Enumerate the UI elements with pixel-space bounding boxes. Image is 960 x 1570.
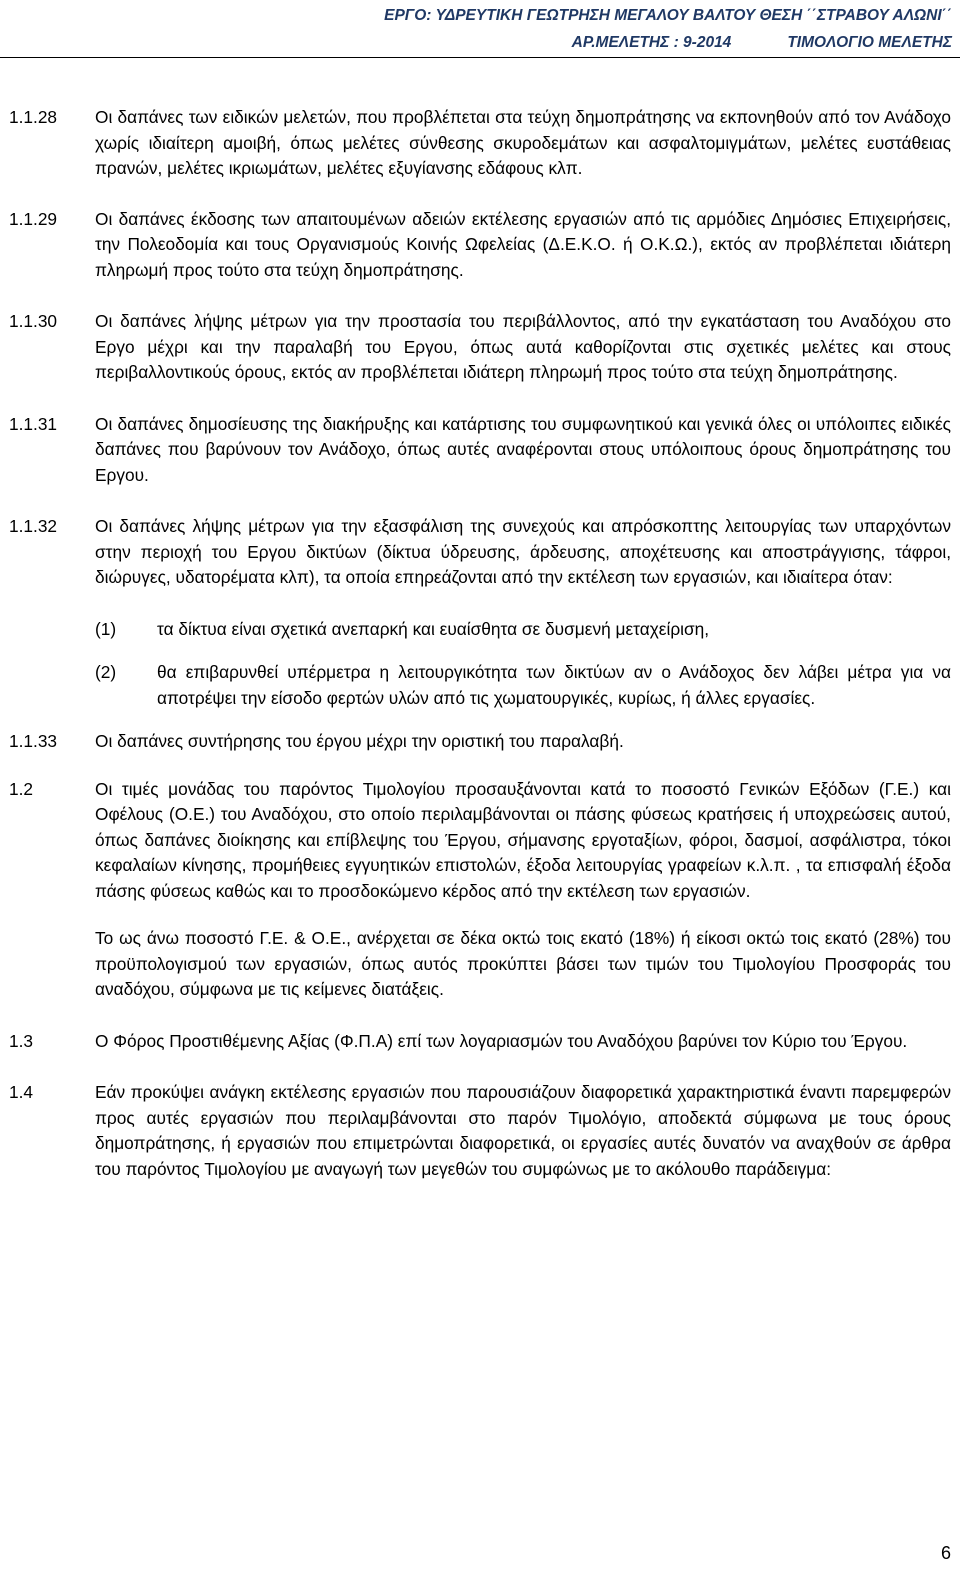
clause-1-2 [9, 777, 951, 905]
clause-number: 1.1.28 [9, 107, 58, 127]
header-line-2 [384, 29, 952, 56]
clause-number: 1.3 [9, 1030, 34, 1051]
clause-1-1-33 [9, 729, 951, 755]
clause-1-1-30 [9, 309, 951, 386]
document-body [9, 105, 951, 1182]
project-title: ΕΡΓΟ: ΥΔΡΕΥΤΙΚΗ ΓΕΩΤΡΗΣΗ ΜΕΓΑΛΟΥ ΒΑΛΤΟΥ ΘΕΣΗ ΄΄ΣΤΡΑΒΟΥ ΑΛΩΝΙ΄΄ [384, 7, 952, 24]
clause-text: Οι δαπάνες έκδοσης των απαιτουμένων αδειών εκτέλεσης εργασιών από τις αρμόδιες Δημόσιες Επιχειρήσεις, την Πολεοδομία και τους Οργανισμούς Κοινής Ωφελείας (Δ.Ε.Κ.Ο. ή Ο.Κ.Ω.), εκτός αν προβλέπεται ιδιάτερη πληρωμή προς τούτο στα τεύχη δημοπράτησης. [95, 208, 951, 280]
header-divider [0, 57, 960, 58]
clause-text: Οι δαπάνες συντήρησης του έργου μέχρι την οριστική του παραλαβή. [95, 731, 624, 751]
clause-1-2-continuation [9, 926, 951, 1003]
clause-number: 1.1.33 [9, 731, 58, 751]
clause-text: Οι δαπάνες λήψης μέτρων για την προστασία του περιβάλλοντος, από την εγκατάσταση του Αναδόχου στο Εργο μέχρι και την παραλαβή του Εργου, όπως αυτά καθορίζονται στις σχετικές μελέτες και στους περιβαλλοντικούς όρους, εκτός αν προβλέπεται ιδιάτερη πληρωμή προς τούτο στα τεύχη δημοπράτησης. [95, 311, 951, 382]
page-header [384, 2, 952, 56]
clause-text: Οι δαπάνες λήψης μέτρων για την εξασφάλιση της συνεχούς και απρόσκοπτης λειτουργίας των υπαρχόντων στην περιοχή του Εργου δικτύων (δίκτυα ύδρευσης, άρδευσης, αποχέτευσης και αποστράγγισης, τάφροι, διώρυγες, υδατορέματα κλπ), τα οποία επηρεάζονται από την εκτέλεση των εργασιών, και ιδιαίτερα όταν: [95, 516, 951, 587]
page-number: 6 [940, 1543, 951, 1563]
clause-text: Εάν προκύψει ανάγκη εκτέλεσης εργασιών που παρουσιάζουν διαφορετικά χαρακτηριστικά έναντι παρεμφερών προς αυτές εργασιών που περιλαμβάνονται στο παρόν Τιμολόγιο, αποδεκτά σύμφωνα με τους όρους δημοπράτησης, ή εργασιών που επιμετρώνται διαφορετικά, οι εργασίες αυτές δυνατόν να αναχθούν σε άρθρα του παρόντος Τιμολογίου με αναγωγή των μεγεθών του συμφώνως με το ακόλουθο παράδειγμα: [95, 1082, 951, 1179]
subclause-number: (1) [95, 618, 117, 639]
clause-text: Οι τιμές μονάδας του παρόντος Τιμολογίου προσαυξάνονται κατά το ποσοστό Γενικών Εξόδων (Γ.Ε.) και Οφέλους (Ο.Ε.) του Αναδόχου, στο οποίο περιλαμβάνονται οι πάσης φύσεως κρατήσεις ή υποχρεώσεις αυτού, όπως δαπάνες διοίκησης και επίβλεψης του Έργου, σήμανσης εργοταξίων, φόροι, δασμοί, ασφάλιστρα, τόκοι κεφαλαίων κίνησης, προμήθειες εγγυητικών επιστολών, έξοδα λειτουργίας γραφείων κ.λ.π. , τα επισφαλή έξοδα πάσης φύσεως καθώς και το προσδοκώμενο κέρδος από την εκτέλεση των εργασιών. [95, 778, 951, 901]
clause-1-1-29 [9, 207, 951, 284]
clause-number: 1.1.32 [9, 516, 58, 536]
subclause-number: (2) [95, 662, 117, 682]
clause-1-1-32 [9, 514, 951, 591]
clause-number: 1.1.30 [9, 311, 58, 331]
clause-text: Ο Φόρος Προστιθέμενης Αξίας (Φ.Π.Α) επί των λογαριασμών του Αναδόχου βαρύνει τον Κύριο του Έργου. [95, 1030, 908, 1051]
clause-1-1-28 [9, 105, 951, 182]
clause-number: 1.2 [9, 778, 34, 799]
paragraph-text: Το ως άνω ποσοστό Γ.Ε. & Ο.Ε., ανέρχεται σε δέκα οκτώ τοις εκατό (18%) ή είκοσι οκτώ τοις εκατό (28%) του προϋπολογισμού των εργασιών, όπως αυτός προκύπτει βάσει των τιμών του Τιμολογίου Προσφοράς του αναδόχου, σύμφωνα με τις κείμενες διατάξεις. [95, 928, 951, 999]
study-number: ΑΡ.ΜΕΛΕΤΗΣ : 9-2014 [571, 34, 732, 51]
subclause-2 [95, 660, 951, 711]
clause-1-3 [9, 1029, 951, 1055]
subclause-1 [95, 617, 951, 643]
subclause-text: τα δίκτυα είναι σχετικά ανεπαρκή και ευαίσθητα σε δυσμενή μεταχείριση, [157, 618, 710, 639]
document-type: ΤΙΜΟΛΟΓΙΟ ΜΕΛΕΤΗΣ [787, 34, 952, 51]
clause-number: 1.4 [9, 1082, 34, 1102]
clause-1-1-31 [9, 412, 951, 489]
clause-text: Οι δαπάνες δημοσίευσης της διακήρυξης και κατάρτισης του συμφωνητικού και γενικά όλες οι υπόλοιπες ειδικές δαπάνες που βαρύνουν τον Ανάδοχο, όπως αυτές αναφέρονται στους υπόλοιπους όρους δημοπράτησης του Εργου. [95, 413, 951, 485]
subclause-text: θα επιβαρυνθεί υπέρμετρα η λειτουργικότητα των δικτύων αν ο Ανάδοχος δεν λάβει μέτρα για να αποτρέψει την είσοδο φερτών υλών από τις χωματουργικές, κυρίως, ή άλλες εργασίες. [157, 662, 951, 708]
clause-number: 1.1.31 [9, 413, 58, 434]
clause-number: 1.1.29 [9, 208, 58, 229]
clause-1-4 [9, 1080, 951, 1182]
clause-text: Οι δαπάνες των ειδικών μελετών, που προβλέπεται στα τεύχη δημοπράτησης να εκπονηθούν από τον Ανάδοχο χωρίς ιδιαίτερη αμοιβή, όπως μελέτες σύνθεσης σκυροδεμάτων και ασφαλτομιγμάτων, μελέτες ευστάθειας πρανών, μελέτες ικριωμάτων, μελέτες εξυγίανσης εδάφους κλπ. [95, 107, 951, 178]
